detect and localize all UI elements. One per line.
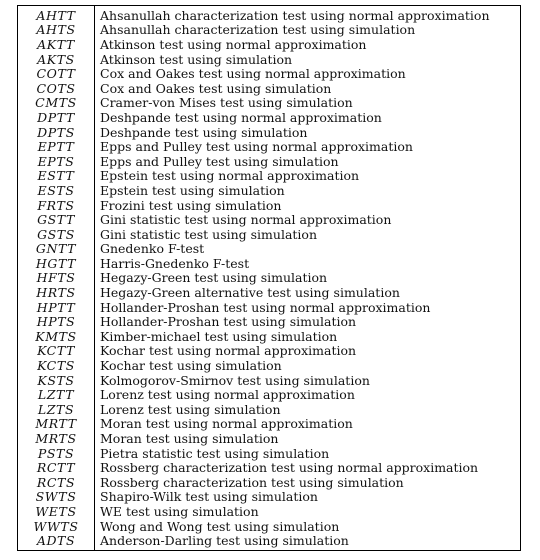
table-row	[18, 256, 520, 271]
abbreviation-cell: GNTT	[35, 241, 77, 257]
table-row	[18, 23, 520, 38]
abbreviation-cell: HRTS	[36, 285, 76, 301]
abbreviation-cell: SWTS	[35, 489, 77, 505]
table-row	[18, 66, 520, 81]
description-cell: Hollander-Proshan test using simulation	[100, 314, 357, 330]
table-row	[18, 81, 520, 96]
abbreviation-cell: RCTT	[36, 460, 76, 476]
description-cell: Epps and Pulley test using simulation	[100, 153, 339, 169]
table-row	[18, 475, 520, 490]
description-cell: Kolmogorov-Smirnov test using simulation	[100, 372, 370, 388]
description-cell: Atkinson test using normal approximation	[100, 36, 367, 52]
table-row	[18, 358, 520, 373]
description-cell: Atkinson test using simulation	[100, 51, 293, 67]
abbreviation-cell: AKTS	[37, 51, 75, 67]
abbreviation-cell: ESTS	[37, 182, 75, 198]
table-row	[18, 212, 520, 227]
table-row	[18, 300, 520, 315]
table-row	[18, 52, 520, 67]
table-body	[18, 8, 520, 548]
table-row	[18, 110, 520, 125]
description-cell: Gini statistic test using simulation	[100, 226, 318, 242]
table-row	[18, 446, 520, 461]
abbreviation-cell: WWTS	[33, 518, 79, 534]
abbreviation-cell: EPTS	[37, 153, 75, 169]
abbreviation-cell: WETS	[35, 503, 77, 519]
abbreviation-cell: AHTT	[36, 7, 76, 23]
abbreviation-cell: DPTS	[37, 124, 75, 140]
description-cell: Hegazy-Green alternative test using simulation	[100, 285, 400, 301]
abbreviation-table	[17, 5, 521, 551]
table-row	[18, 227, 520, 242]
description-cell: Gnedenko F-test	[100, 241, 205, 257]
description-cell: Kochar test using normal approximation	[100, 343, 357, 359]
abbreviation-cell: KCTS	[37, 358, 75, 374]
description-cell: Epstein test using normal approximation	[100, 168, 360, 184]
description-cell: Kimber-michael test using simulation	[100, 328, 338, 344]
abbreviation-cell: RCTS	[36, 474, 76, 490]
table-row	[18, 402, 520, 417]
abbreviation-cell: KCTT	[37, 343, 75, 359]
description-cell: Frozini test using simulation	[100, 197, 282, 213]
table-row	[18, 271, 520, 286]
description-cell: Kochar test using simulation	[100, 358, 282, 374]
description-cell: Hollander-Proshan test using normal approximation	[100, 299, 431, 315]
table-row	[18, 169, 520, 184]
table-row	[18, 519, 520, 534]
description-cell: Harris-Gnedenko F-test	[100, 255, 250, 271]
description-cell: Shapiro-Wilk test using simulation	[100, 489, 318, 505]
description-cell: Rossberg characterization test using simulation	[100, 474, 404, 490]
table-row	[18, 139, 520, 154]
abbreviation-cell: DPTT	[37, 109, 75, 125]
description-cell: Ahsanullah characterization test using normal approximation	[100, 7, 490, 23]
description-cell: Deshpande test using normal approximation	[100, 109, 382, 125]
abbreviation-cell: CMTS	[35, 95, 77, 111]
abbreviation-cell: COTT	[36, 66, 76, 82]
abbreviation-cell: HFTS	[36, 270, 76, 286]
table-row	[18, 198, 520, 213]
table-row	[18, 504, 520, 519]
description-cell: Epps and Pulley test using normal approximation	[100, 139, 413, 155]
abbreviation-cell: MRTT	[35, 416, 77, 432]
description-cell: Cox and Oakes test using simulation	[100, 80, 332, 96]
table-row	[18, 242, 520, 257]
abbreviation-cell: KMTS	[35, 328, 77, 344]
table-row	[18, 183, 520, 198]
abbreviation-cell: HPTT	[36, 299, 76, 315]
description-cell: Lorenz test using simulation	[100, 401, 281, 417]
abbreviation-cell: AKTT	[37, 36, 75, 52]
abbreviation-cell: HPTS	[36, 314, 76, 330]
table-row	[18, 96, 520, 111]
description-cell: Moran test using simulation	[100, 431, 279, 447]
table-row	[18, 490, 520, 505]
description-cell: Cox and Oakes test using normal approximation	[100, 66, 406, 82]
table-row	[18, 329, 520, 344]
table-row	[18, 125, 520, 140]
abbreviation-cell: HGTT	[35, 255, 77, 271]
table-row	[18, 285, 520, 300]
abbreviation-cell: PSTS	[37, 445, 75, 461]
abbreviation-cell: FRTS	[37, 197, 75, 213]
description-cell: Epstein test using simulation	[100, 182, 285, 198]
table-row	[18, 344, 520, 359]
description-cell: Wong and Wong test using simulation	[100, 518, 340, 534]
description-cell: Deshpande test using simulation	[100, 124, 308, 140]
table-row	[18, 154, 520, 169]
abbreviation-cell: MRTS	[35, 431, 77, 447]
abbreviation-cell: LZTS	[37, 401, 75, 417]
table-row	[18, 8, 520, 23]
abbreviation-cell: AHTS	[36, 22, 76, 38]
abbreviation-cell: GSTS	[37, 226, 75, 242]
table-row	[18, 431, 520, 446]
description-cell: Rossberg characterization test using normal approximation	[100, 460, 479, 476]
description-cell: Hegazy-Green test using simulation	[100, 270, 328, 286]
table-row	[18, 460, 520, 475]
description-cell: Lorenz test using normal approximation	[100, 387, 355, 403]
description-cell: WE test using simulation	[100, 503, 259, 519]
description-cell: Moran test using normal approximation	[100, 416, 353, 432]
description-cell: Ahsanullah characterization test using simulation	[100, 22, 416, 38]
description-cell: Cramer-von Mises test using simulation	[100, 95, 353, 111]
abbreviation-cell: KSTS	[37, 372, 75, 388]
abbreviation-cell: ESTT	[37, 168, 75, 184]
abbreviation-cell: GSTT	[37, 212, 75, 228]
abbreviation-cell: ADTS	[36, 533, 76, 549]
table-row	[18, 387, 520, 402]
table-row	[18, 417, 520, 432]
abbreviation-cell: LZTT	[37, 387, 75, 403]
table-row	[18, 314, 520, 329]
table-row	[18, 373, 520, 388]
description-cell: Pietra statistic test using simulation	[100, 445, 330, 461]
description-cell: Gini statistic test using normal approximation	[100, 212, 392, 228]
description-cell: Anderson-Darling test using simulation	[100, 533, 349, 549]
abbreviation-cell: EPTT	[37, 139, 75, 155]
table-row	[18, 37, 520, 52]
table-row	[18, 533, 520, 548]
abbreviation-cell: COTS	[36, 80, 76, 96]
